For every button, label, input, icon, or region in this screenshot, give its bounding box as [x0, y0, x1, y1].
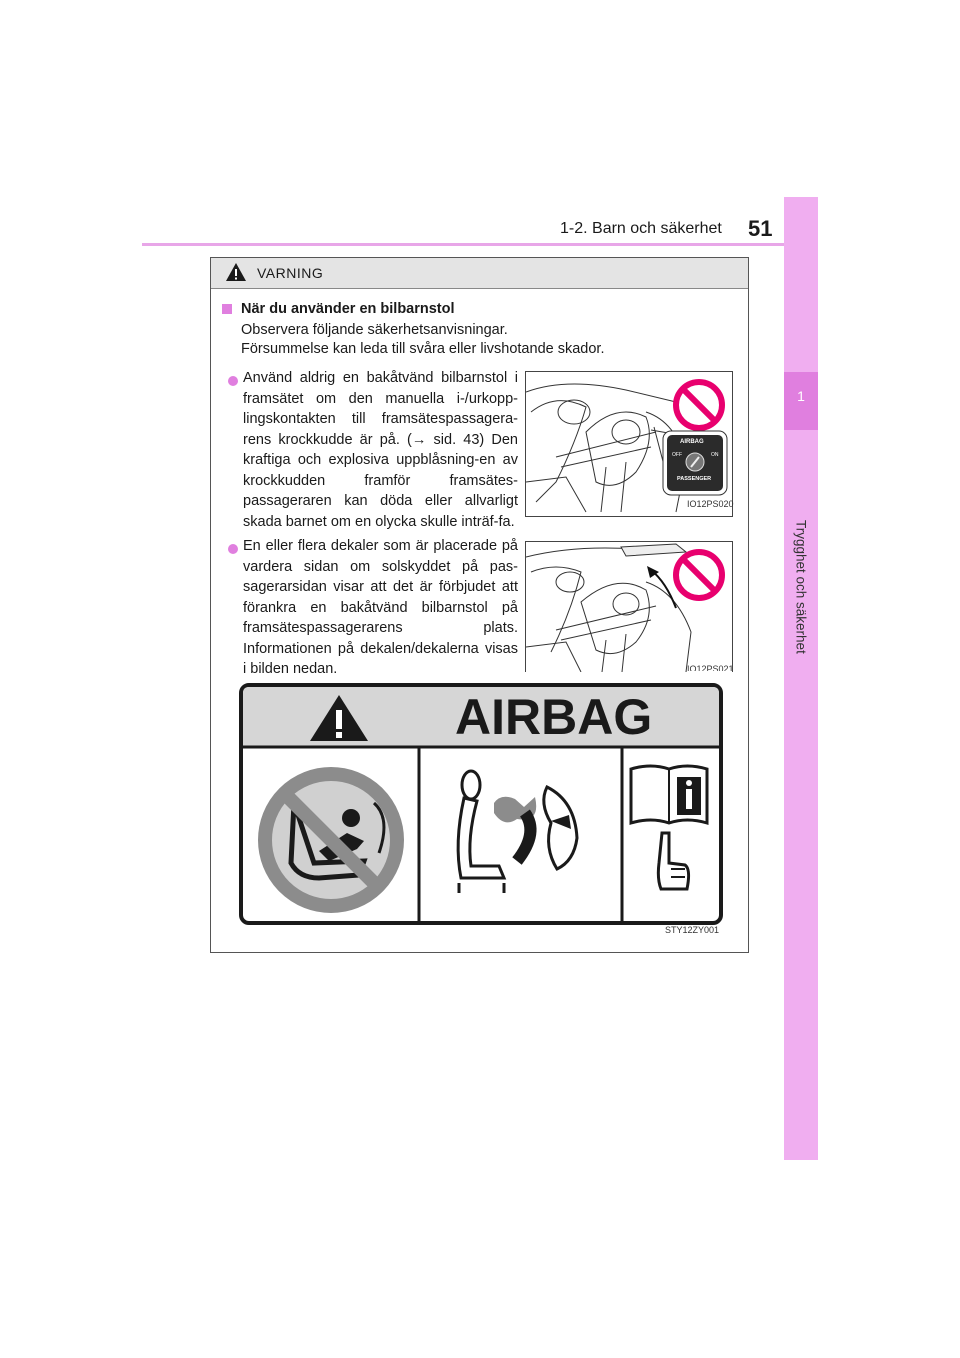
chapter-title: Trygghet och säkerhet [793, 520, 809, 654]
bullet-dot-icon [228, 376, 238, 386]
switch-off-label: OFF [672, 452, 682, 458]
airbag-label-title: AIRBAG [455, 689, 653, 745]
warning-label: VARNING [257, 265, 324, 281]
prohibition-icon [672, 548, 726, 602]
warning-triangle-icon [225, 262, 247, 282]
switch-on-label: ON [711, 452, 719, 458]
bullet-dot-icon [228, 544, 238, 554]
page-number: 51 [748, 216, 773, 241]
switch-title: AIRBAG [680, 439, 704, 445]
figure-code: STY12ZY001 [665, 925, 720, 935]
section-title: 1-2. Barn och säkerhet [560, 220, 722, 237]
figure-sun-visor-label [525, 541, 733, 672]
no-rear-facing-seat-icon [265, 774, 397, 906]
bullet-text: Använd aldrig en bakåtvänd bilbarnstol i framsätet om den manuella i-/urkopp-lingskontakten till framsätespassagera-rens krockkudde är på. (→ sid. 43) Den kraftiga och explosiva uppblåsning-en av krockkudden framför framsätes-passageraren kan döda eller allvarligt skada barnet om en olycka skulle inträf-fa. [243, 370, 518, 530]
intro-line: Observera följande säkerhetsanvisningar. [241, 322, 508, 338]
prohibition-icon [672, 378, 726, 432]
airbag-warning-label [239, 683, 723, 925]
warning-box [210, 257, 749, 953]
bullet-text: En eller flera dekaler som är placerade på vardera sidan om solskyddet på pas-sagerarsidan visar att det är förbjudet att förankra en bakåtvänd bilbarnstol på framsätespassagerarens plats. Informationen på dekalen/dekalerna visas i bilden nedan. [243, 538, 518, 677]
chapter-number: 1 [797, 388, 805, 404]
square-bullet-icon [222, 304, 232, 314]
chapter-side-tab [784, 197, 818, 1160]
figure-rear-facing-seat [525, 371, 733, 517]
switch-passenger-label: PASSENGER [677, 476, 712, 482]
intro-line: Försummelse kan leda till svåra eller livshotande skador. [241, 341, 605, 357]
figure-code: IO12PS021 [687, 664, 734, 671]
figure-code: IO12PS020 [687, 499, 734, 509]
warning-subheading: När du använder en bilbarnstol [241, 301, 455, 317]
header-rule [142, 243, 818, 246]
warning-header [211, 258, 748, 289]
